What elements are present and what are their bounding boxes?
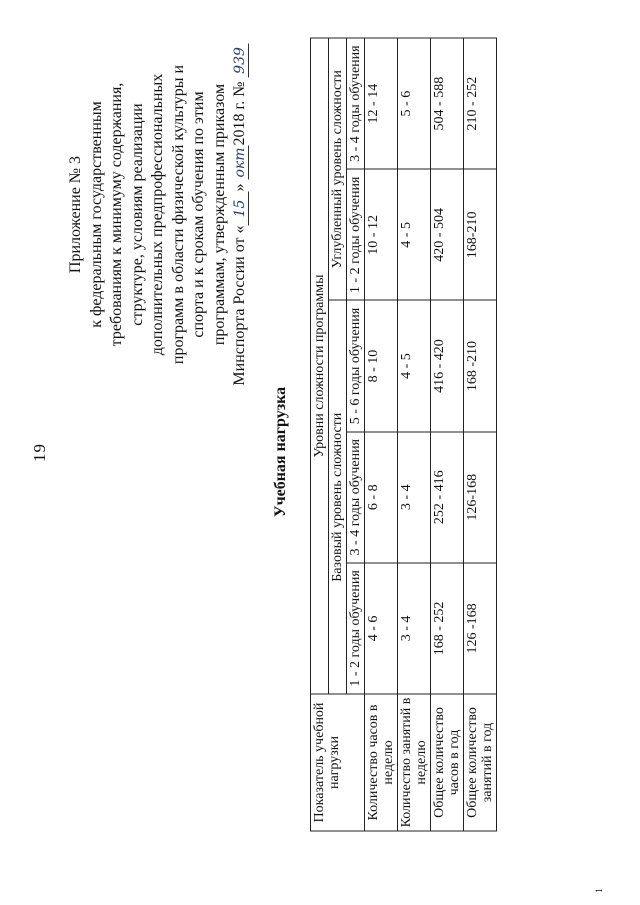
table-row xyxy=(365,38,398,831)
table-cell: 126-168 xyxy=(464,432,497,563)
order-prefix: Минспорта России от « xyxy=(231,225,248,386)
table-cell: 504 - 588 xyxy=(431,38,464,169)
row-label: Общее количество занятий в год xyxy=(464,694,497,831)
handwritten-date: 15 xyxy=(232,191,249,225)
header-basic-level: Базовый уровень сложности xyxy=(329,300,347,694)
appendix-line-6: спорта и к срокам обучения по этим xyxy=(190,91,207,338)
table-row xyxy=(464,38,497,831)
row-label: Количество часов в неделю xyxy=(365,694,398,831)
section-title: Учебная нагрузка xyxy=(272,386,289,518)
table-cell: 126 -168 xyxy=(464,563,497,694)
table-cell: 4 - 5 xyxy=(398,300,431,431)
table-cell: 252 - 416 xyxy=(431,432,464,563)
table-cell: 6 - 8 xyxy=(365,432,398,563)
appendix-line-1: к федеральным государственным xyxy=(87,101,105,328)
table-header-row-1 xyxy=(311,38,329,831)
table-cell: 168-210 xyxy=(464,169,497,300)
table-cell: 3 - 4 xyxy=(398,432,431,563)
table-row xyxy=(431,38,464,831)
table-cell: 4 - 6 xyxy=(365,563,398,694)
column-header: 1 - 2 годы обучения xyxy=(347,169,365,300)
column-header: 1 - 2 годы обучения xyxy=(347,563,365,694)
appendix-line-5: программ в области физической культуры и xyxy=(169,64,187,365)
header-advanced-level: Углубленный уровень сложности xyxy=(329,38,347,300)
appendix-line-7: программам, утвержденным приказом xyxy=(210,83,228,346)
table-cell: 10 - 12 xyxy=(365,169,398,300)
handwritten-order-number: 939 xyxy=(232,43,249,77)
table-cell: 210 - 252 xyxy=(464,38,497,169)
header-levels: Уровни сложности программы xyxy=(311,38,329,694)
table-cell: 12 - 14 xyxy=(365,38,398,169)
appendix-line-4: дополнительных предпрофессиональных xyxy=(149,73,166,356)
table-row xyxy=(398,38,431,831)
page-number: 19 xyxy=(30,443,49,462)
table-cell: 5 - 6 xyxy=(398,38,431,169)
order-year: 2018 г. № xyxy=(231,81,248,146)
column-header: 3 - 4 годы обучения xyxy=(347,432,365,563)
training-load-table xyxy=(310,38,497,832)
table-cell: 8 - 10 xyxy=(365,300,398,431)
appendix-line-3: структуре, условиям реализации xyxy=(128,103,146,326)
appendix-title: Приложение № 3 xyxy=(67,155,84,274)
column-header: 3 - 4 годы обучения xyxy=(347,38,365,169)
row-label: Общее количество часов в год xyxy=(431,694,464,831)
table-cell: 3 - 4 xyxy=(398,563,431,694)
table-cell: 168 - 252 xyxy=(431,563,464,694)
appendix-header xyxy=(66,15,251,415)
row-label: Количество занятий в неделю xyxy=(398,694,431,831)
table-cell: 420 - 504 xyxy=(431,169,464,300)
table-cell: 416 - 420 xyxy=(431,300,464,431)
appendix-line-2: требованиям к минимуму содержания, xyxy=(108,82,125,347)
appendix-order-line xyxy=(230,15,251,415)
footer-mark: 1 xyxy=(594,888,604,893)
table-cell: 4 - 5 xyxy=(398,169,431,300)
handwritten-month: окт xyxy=(232,147,248,178)
header-indicator: Показатель учебной нагрузки xyxy=(311,694,365,831)
order-middle: » xyxy=(231,179,248,192)
column-header: 5 - 6 годы обучения xyxy=(347,300,365,431)
table-cell: 168 -210 xyxy=(464,300,497,431)
